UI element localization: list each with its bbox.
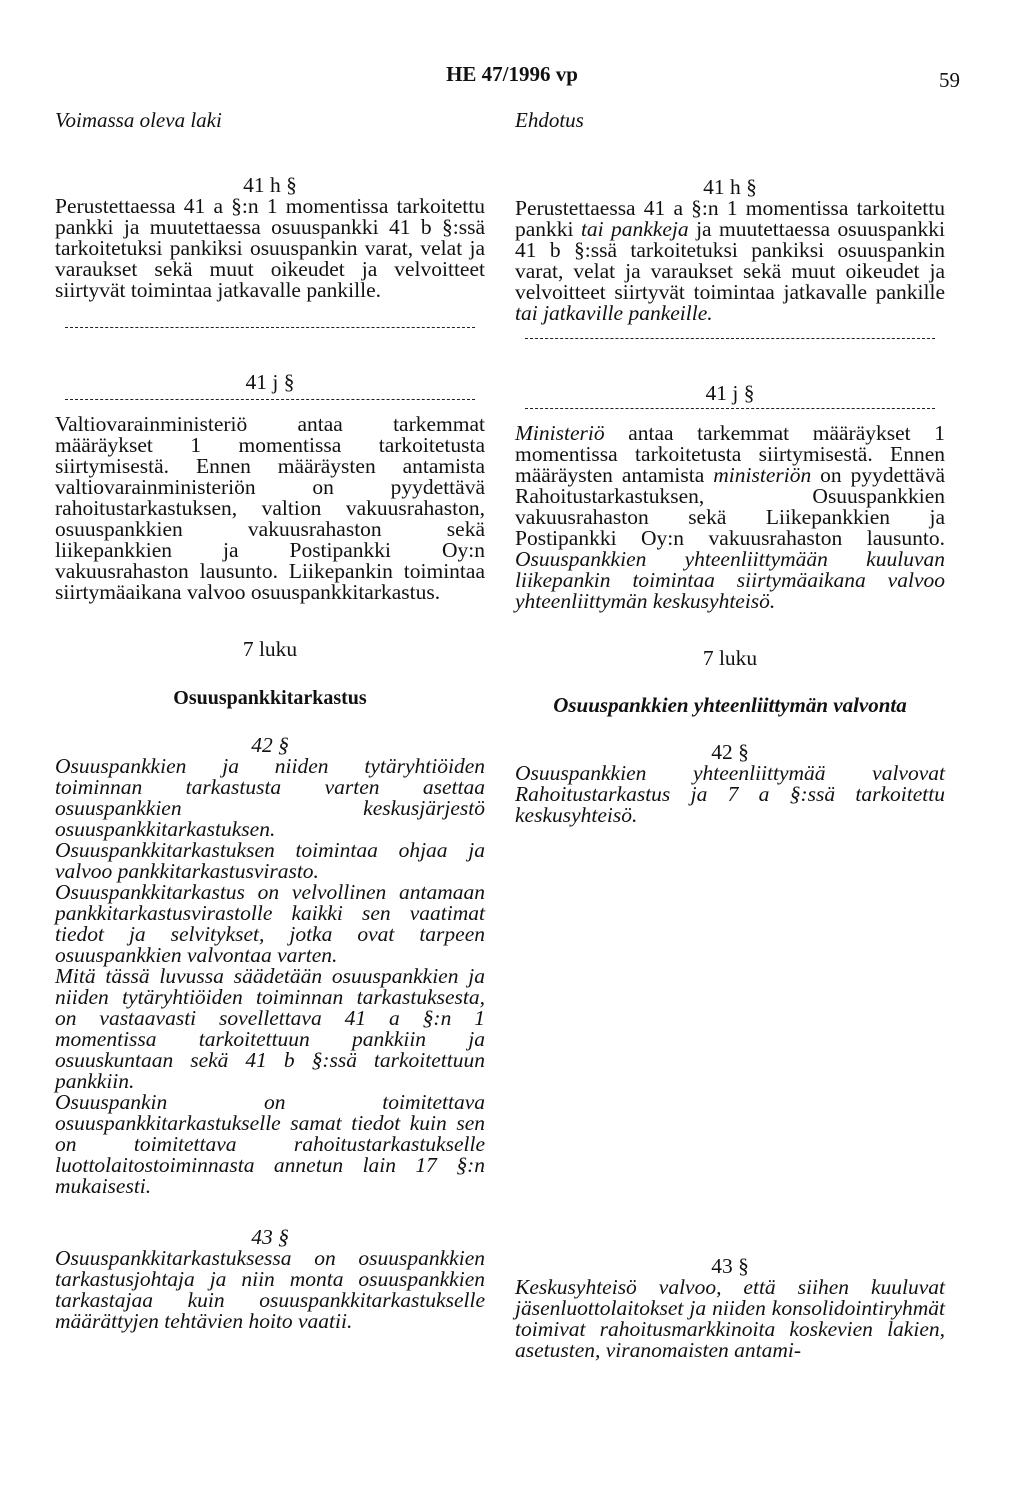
section-text-42: Osuuspankkien yhteenliittymää valvovat Rahoitustarkastus ja 7 a §:ssä tarkoitettu keskusyhteisö. bbox=[515, 761, 945, 827]
section-text-43: Osuuspankkitarkastuksessa on osuuspankkien tarkastusjohtaja ja niin monta osuuspankkien tarkastajaa kuin osuuspankkitarkastukselle määrättyjen tehtävien hoito vaatii. bbox=[55, 1246, 485, 1333]
section-text-42-p5: Osuuspankin on toimitettava osuuspankkitarkastukselle samat tiedot kuin sen on toimitettava rahoitustarkastukselle luottolaitostoiminnasta annetun lain 17 §:n mukaisesti. bbox=[55, 1090, 485, 1198]
section-text-42-p4: Mitä tässä luvussa säädetään osuuspankkien ja niiden tytäryhtiöiden toiminnan tarkastuksesta, on vastaavasti sovellettava 41 a §:n 1 momentissa tarkoitettuun pankkiin ja osuuskuntaan sekä 41 b §:ssä tarkoitettuun pankkiin. bbox=[55, 964, 485, 1093]
chapter-number: 7 luku bbox=[242, 637, 298, 661]
section-heading-41h: 41 h § bbox=[703, 175, 757, 199]
chapter-title: Osuuspankkitarkastus bbox=[173, 687, 367, 709]
section-text-42-p1: Osuuspankkien ja niiden tytäryhtiöiden toiminnan tarkastusta varten asettaa osuuspankkien keskusjärjestö osuuspankkitarkastuksen. bbox=[55, 754, 485, 841]
chapter-title: Osuuspankkien yhteenliittymän valvonta bbox=[553, 693, 907, 717]
omission-dash-line bbox=[525, 408, 935, 409]
section-text-43: Keskusyhteisö valvoo, että siihen kuuluvat jäsenluottolaitokset ja niiden konsolidointiryhmät toimivat rahoitusmarkkinoita koskevien lakien, asetusten, viranomaisten antami- bbox=[515, 1275, 945, 1362]
section-heading-42: 42 § bbox=[251, 733, 289, 757]
section-text-41j: Ministeriö antaa tarkemmat määräykset 1 momentissa tarkoitetusta siirtymisestä. Ennen määräysten antamista ministeriön on pyydettävä Rahoitustarkastuksen, Osuuspankkien vakuusrahaston sekä Liikepankkien ja Postipankki Oy:n vakuusrahaston lausunto. Osuuspankkien yhteenliittymään kuuluvan liikepankin toimintaa siirtymäaikana valvoo yhteenliittymän keskusyhteisö. bbox=[515, 421, 945, 613]
section-text-41h: Perustettaessa 41 a §:n 1 momentissa tarkoitettu pankki tai pankkeja ja muutettaessa osuuspankki 41 b §:ssä tarkoitetuksi pankiksi osuuspankin varat, velat ja varaukset sekä muut oikeudet ja velvoitteet siirtyvät toimintaa jatkavalle pankille tai jatkaville pankeille. bbox=[515, 196, 945, 325]
section-heading-41j: 41 j § bbox=[245, 370, 295, 394]
section-text-42-p2: Osuuspankkitarkastuksen toimintaa ohjaa ja valvoo pankkitarkastusvirasto. bbox=[55, 838, 485, 883]
column-proposal bbox=[515, 110, 945, 1361]
running-head: HE 47/1996 vp bbox=[446, 62, 578, 86]
page-number: 59 bbox=[939, 68, 960, 92]
column-title-proposal: Ehdotus bbox=[515, 108, 584, 132]
section-heading-41j: 41 j § bbox=[705, 381, 755, 405]
section-heading-43: 43 § bbox=[251, 1225, 289, 1249]
section-heading-41h: 41 h § bbox=[243, 173, 297, 197]
section-heading-43: 43 § bbox=[711, 1254, 749, 1278]
section-heading-42: 42 § bbox=[711, 740, 749, 764]
section-text-42-p3: Osuuspankkitarkastus on velvollinen antamaan pankkitarkastusvirastolle kaikki sen vaatimat tiedot ja selvitykset, jotka ovat tarpeen osuuspankkien valvontaa varten. bbox=[55, 880, 485, 967]
chapter-number: 7 luku bbox=[702, 646, 758, 670]
column-title-current-law: Voimassa oleva laki bbox=[55, 108, 222, 132]
column-current-law bbox=[55, 110, 485, 1332]
section-text-41h: Perustettaessa 41 a §:n 1 momentissa tarkoitettu pankki ja muutettaessa osuuspankki 41 b §:ssä tarkoitetuksi pankiksi osuuspankin varat, velat ja varaukset sekä muut oikeudet ja velvoitteet siirtyvät toimintaa jatkavalle pankille. bbox=[55, 194, 485, 302]
section-text-41j: Valtiovarainministeriö antaa tarkemmat määräykset 1 momentissa tarkoitetusta siirtymisestä. Ennen määräysten antamista valtiovarainministeriön on pyydettävä rahoitustarkastuksen, valtion vakuusrahaston, osuuspankkien vakuusrahaston sekä liikepankkien ja Postipankki Oy:n vakuusrahaston lausunto. Liikepankin toimintaa siirtymäaikana valvoo osuuspankkitarkastus. bbox=[55, 412, 485, 604]
omission-dash-line bbox=[65, 399, 475, 400]
